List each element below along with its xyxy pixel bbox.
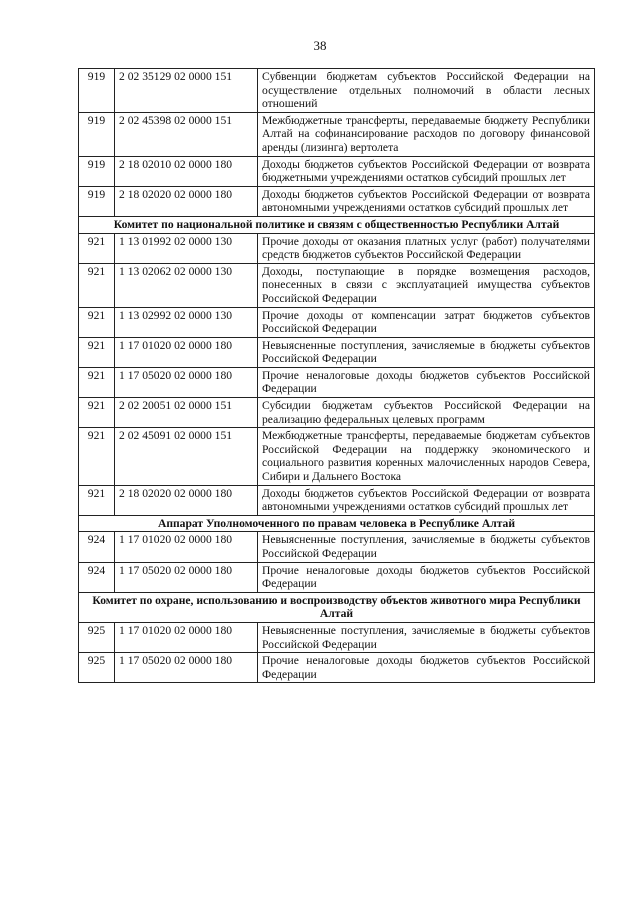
budget-classification-code-cell: 2 02 45091 02 0000 151 xyxy=(115,428,258,485)
revenue-name-cell: Межбюджетные трансферты, передаваемые бюджетам субъектов Российской Федерации на поддержку экономического и социального развития коренных малочисленных народов Севера, Сибири и Дальнего Востока xyxy=(258,428,595,485)
table-row xyxy=(79,428,595,485)
section-header-row xyxy=(79,515,595,532)
revenue-name-cell: Невыясненные поступления, зачисляемые в бюджеты субъектов Российской Федерации xyxy=(258,337,595,367)
revenue-name-cell: Доходы бюджетов субъектов Российской Федерации от возврата автономными учреждениями остатков субсидий прошлых лет xyxy=(258,485,595,515)
table-row xyxy=(79,69,595,113)
revenue-codes-table xyxy=(78,68,595,683)
budget-classification-code-cell: 2 02 35129 02 0000 151 xyxy=(115,69,258,113)
table-row xyxy=(79,653,595,683)
budget-classification-code-cell: 2 18 02010 02 0000 180 xyxy=(115,156,258,186)
revenue-name-cell: Прочие неналоговые доходы бюджетов субъектов Российской Федерации xyxy=(258,562,595,592)
budget-classification-code-cell: 2 02 20051 02 0000 151 xyxy=(115,398,258,428)
revenue-name-cell: Доходы, поступающие в порядке возмещения расходов, понесенных в связи с эксплуатацией имущества субъектов Российской Федерации xyxy=(258,263,595,307)
table-row xyxy=(79,622,595,652)
admin-code-cell: 921 xyxy=(79,307,115,337)
admin-code-cell: 925 xyxy=(79,622,115,652)
table-row xyxy=(79,307,595,337)
budget-classification-code-cell: 1 17 01020 02 0000 180 xyxy=(115,337,258,367)
table-row xyxy=(79,485,595,515)
budget-classification-code-cell: 1 13 02062 02 0000 130 xyxy=(115,263,258,307)
admin-code-cell: 921 xyxy=(79,233,115,263)
table-body xyxy=(79,69,595,683)
revenue-name-cell: Прочие неналоговые доходы бюджетов субъектов Российской Федерации xyxy=(258,653,595,683)
admin-code-cell: 921 xyxy=(79,337,115,367)
admin-code-cell: 921 xyxy=(79,367,115,397)
table-row xyxy=(79,263,595,307)
table-row xyxy=(79,112,595,156)
admin-code-cell: 924 xyxy=(79,532,115,562)
revenue-name-cell: Доходы бюджетов субъектов Российской Федерации от возврата автономными учреждениями остатков субсидий прошлых лет xyxy=(258,186,595,216)
budget-classification-code-cell: 2 18 02020 02 0000 180 xyxy=(115,186,258,216)
budget-classification-code-cell: 1 17 05020 02 0000 180 xyxy=(115,653,258,683)
admin-code-cell: 919 xyxy=(79,69,115,113)
table-row xyxy=(79,562,595,592)
budget-classification-code-cell: 2 02 45398 02 0000 151 xyxy=(115,112,258,156)
section-header-row xyxy=(79,216,595,233)
section-title: Аппарат Уполномоченного по правам человека в Республике Алтай xyxy=(79,515,595,532)
revenue-name-cell: Невыясненные поступления, зачисляемые в бюджеты субъектов Российской Федерации xyxy=(258,622,595,652)
budget-classification-code-cell: 2 18 02020 02 0000 180 xyxy=(115,485,258,515)
revenue-name-cell: Прочие доходы от оказания платных услуг (работ) получателями средств бюджетов субъектов Российской Федерации xyxy=(258,233,595,263)
section-title: Комитет по национальной политике и связям с общественностью Республики Алтай xyxy=(79,216,595,233)
table-row xyxy=(79,398,595,428)
page-number: 38 xyxy=(313,38,327,53)
admin-code-cell: 921 xyxy=(79,263,115,307)
budget-classification-code-cell: 1 13 02992 02 0000 130 xyxy=(115,307,258,337)
revenue-name-cell: Субвенции бюджетам субъектов Российской Федерации на осуществление отдельных полномочий в области лесных отношений xyxy=(258,69,595,113)
admin-code-cell: 919 xyxy=(79,186,115,216)
revenue-name-cell: Прочие неналоговые доходы бюджетов субъектов Российской Федерации xyxy=(258,367,595,397)
admin-code-cell: 924 xyxy=(79,562,115,592)
admin-code-cell: 919 xyxy=(79,112,115,156)
section-header-row xyxy=(79,592,595,622)
budget-classification-code-cell: 1 13 01992 02 0000 130 xyxy=(115,233,258,263)
admin-code-cell: 921 xyxy=(79,398,115,428)
admin-code-cell: 919 xyxy=(79,156,115,186)
admin-code-cell: 921 xyxy=(79,428,115,485)
revenue-name-cell: Невыясненные поступления, зачисляемые в бюджеты субъектов Российской Федерации xyxy=(258,532,595,562)
revenue-name-cell: Прочие доходы от компенсации затрат бюджетов субъектов Российской Федерации xyxy=(258,307,595,337)
table-row xyxy=(79,186,595,216)
budget-classification-code-cell: 1 17 01020 02 0000 180 xyxy=(115,622,258,652)
table-row xyxy=(79,337,595,367)
table-row xyxy=(79,233,595,263)
table-row xyxy=(79,532,595,562)
revenue-name-cell: Доходы бюджетов субъектов Российской Федерации от возврата бюджетными учреждениями остатков субсидий прошлых лет xyxy=(258,156,595,186)
budget-classification-code-cell: 1 17 01020 02 0000 180 xyxy=(115,532,258,562)
admin-code-cell: 925 xyxy=(79,653,115,683)
section-title: Комитет по охране, использованию и воспроизводству объектов животного мира Республики Алтай xyxy=(79,592,595,622)
budget-classification-code-cell: 1 17 05020 02 0000 180 xyxy=(115,562,258,592)
budget-classification-code-cell: 1 17 05020 02 0000 180 xyxy=(115,367,258,397)
table-row xyxy=(79,367,595,397)
revenue-name-cell: Межбюджетные трансферты, передаваемые бюджету Республики Алтай на софинансирование расходов по договору финансовой аренды (лизинга) вертолета xyxy=(258,112,595,156)
revenue-name-cell: Субсидии бюджетам субъектов Российской Федерации на реализацию федеральных целевых программ xyxy=(258,398,595,428)
table-row xyxy=(79,156,595,186)
admin-code-cell: 921 xyxy=(79,485,115,515)
